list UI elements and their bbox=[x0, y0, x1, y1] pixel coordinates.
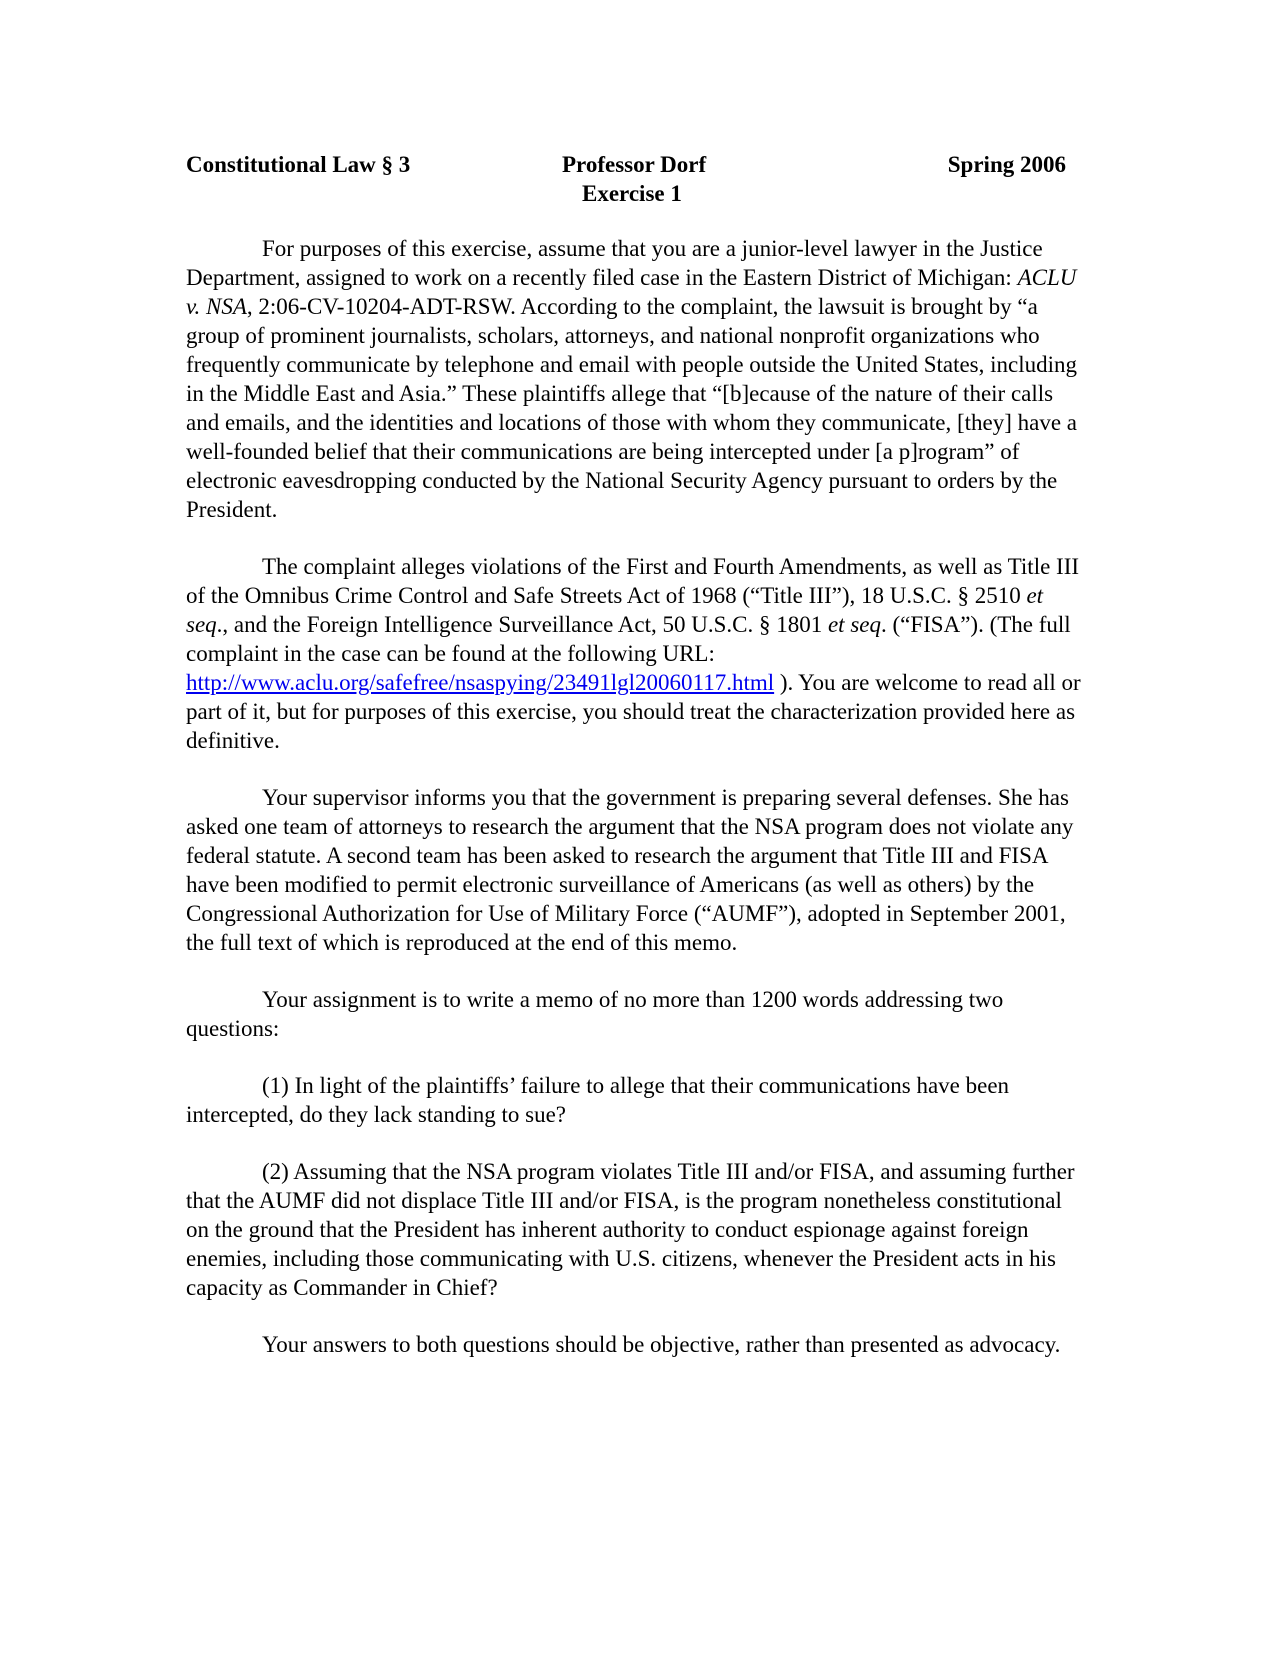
document-body bbox=[186, 234, 1082, 1387]
paragraph-1-text-b: , 2:06-CV-10204-ADT-RSW. According to the complaint, the lawsuit is brought by “a group of prominent journalists, scholars, attorneys, and national nonprofit organizations who frequently communicate by telephone and email with people outside the United States, including in the Middle East and Asia.” These plaintiffs allege that “[b]ecause of the nature of their calls and emails, and the identities and locations of those with whom they communicate, [they] have a well-founded belief that their communications are being intercepted under [a p]rogram” of electronic eavesdropping conducted by the National Security Agency pursuant to orders by the President. bbox=[186, 294, 1078, 522]
paragraph-2-text-a: The complaint alleges violations of the First and Fourth Amendments, as well as Title III of the Omnibus Crime Control and Safe Streets Act of 1968 (“Title III”), 18 U.S.C. § 2510 bbox=[186, 554, 1080, 608]
paragraph-1-text-a: For purposes of this exercise, assume that you are a junior-level lawyer in the Justice Department, assigned to work on a recently filed case in the Eastern District of Michigan: bbox=[186, 236, 1043, 290]
et-seq-2: et seq bbox=[827, 612, 881, 637]
case-name: ACLU v. NSA bbox=[186, 265, 1077, 319]
document-header bbox=[186, 150, 1066, 216]
complaint-url-link[interactable]: http://www.aclu.org/safefree/nsaspying/23491lgl20060117.html bbox=[186, 670, 775, 695]
paragraph-4: Your assignment is to write a memo of no more than 1200 words addressing two questions: bbox=[186, 987, 1004, 1041]
paragraph-1 bbox=[186, 234, 1082, 524]
term: Spring 2006 bbox=[947, 152, 1066, 177]
paragraph-2-text-c: . (“FISA”). (The full complaint in the case can be found at the following URL: bbox=[186, 612, 1071, 666]
paragraph-2-text-d: ). You are welcome to read all or part of it, but for purposes of this exercise, you should treat the characterization provided here as definitive. bbox=[186, 670, 1081, 753]
paragraph-2-text-b: ., and the Foreign Intelligence Surveillance Act, 50 U.S.C. § 1801 bbox=[216, 612, 828, 637]
et-seq-1: et seq bbox=[186, 583, 1044, 637]
paragraph-5: (1) In light of the plaintiffs’ failure to allege that their communications have been intercepted, do they lack standing to sue? bbox=[186, 1073, 1010, 1127]
paragraph-3: Your supervisor informs you that the government is preparing several defenses. She has asked one team of attorneys to research the argument that the NSA program does not violate any federal statute. A second team has been asked to research the argument that Title III and FISA have been modified to permit electronic surveillance of Americans (as well as others) by the Congressional Authorization for Use of Military Force (“AUMF”), adopted in September 2001, the full text of which is reproduced at the end of this memo. bbox=[186, 785, 1074, 955]
paragraph-7: Your answers to both questions should be objective, rather than presented as advocacy. bbox=[262, 1332, 1061, 1357]
paragraph-2 bbox=[186, 552, 1082, 755]
paragraph-6: (2) Assuming that the NSA program violates Title III and/or FISA, and assuming further that the AUMF did not displace Title III and/or FISA, is the program nonetheless constitutional on the ground that the President has inherent authority to conduct espionage against foreign enemies, including those communicating with U.S. citizens, whenever the President acts in his capacity as Commander in Chief? bbox=[186, 1159, 1075, 1300]
exercise-title: Exercise 1 bbox=[582, 181, 682, 206]
professor-name: Professor Dorf bbox=[562, 152, 707, 177]
course-title: Constitutional Law § 3 bbox=[186, 152, 411, 177]
